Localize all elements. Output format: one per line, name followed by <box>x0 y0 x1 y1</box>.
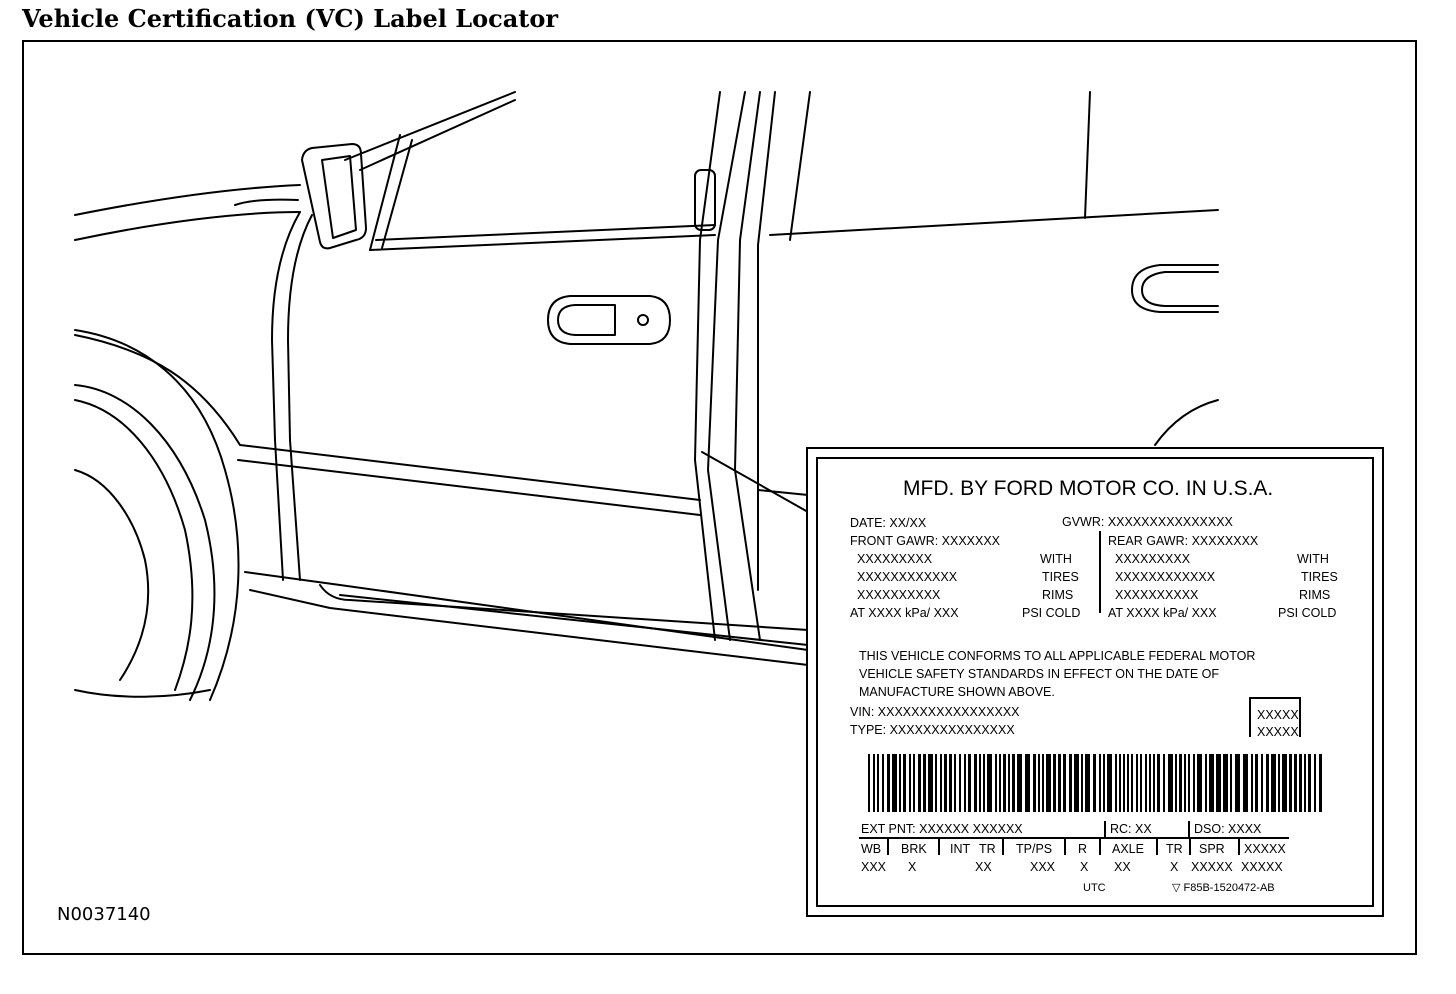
label-val-r: X <box>1080 860 1089 874</box>
barcode-bar <box>1179 754 1182 812</box>
barcode-bar <box>1184 754 1186 812</box>
label-front-tire-1: XXXXXXXXX <box>857 552 933 566</box>
barcode-bar <box>1157 754 1160 812</box>
label-type: TYPE: XXXXXXXXXXXXXXX <box>850 723 1015 737</box>
label-hdr-spr: SPR <box>1199 842 1225 856</box>
barcode-bar <box>1188 754 1190 812</box>
label-hdr-tr2: TR <box>1166 842 1183 856</box>
barcode-bar <box>968 754 971 812</box>
label-box-2: XXXXX <box>1257 725 1299 739</box>
col-divider-8 <box>1238 839 1240 855</box>
barcode-bar <box>1081 754 1083 812</box>
label-conform-1: THIS VEHICLE CONFORMS TO ALL APPLICABLE FEDERAL MOTOR <box>859 649 1256 663</box>
label-rear-tire-2: XXXXXXXXXXXX <box>1115 570 1216 584</box>
front-door-handle-recess <box>558 305 615 335</box>
barcode-bar <box>983 754 985 812</box>
label-conform-2: VEHICLE SAFETY STANDARDS IN EFFECT ON THE DATE OF <box>859 667 1220 681</box>
gawr-divider <box>1099 531 1101 613</box>
a-pillar <box>345 92 515 160</box>
barcode-bar <box>1093 754 1096 812</box>
barcode-bar <box>1243 754 1248 812</box>
wheel-arch <box>75 330 239 700</box>
barcode-bar <box>1058 754 1061 812</box>
b-pillar-edge <box>758 92 775 590</box>
col-divider-7 <box>1189 839 1191 855</box>
front-door-front-edge-2 <box>288 215 312 580</box>
barcode-bar <box>909 754 911 812</box>
barcode-bar <box>1145 754 1147 812</box>
barcode-bar <box>1216 754 1221 812</box>
barcode-bar <box>954 754 956 812</box>
barcode-bar <box>1140 754 1142 812</box>
label-dso: DSO: XXXX <box>1194 822 1262 836</box>
barcode-bar <box>923 754 926 812</box>
barcode-bar <box>1251 754 1253 812</box>
barcode-bar <box>1289 754 1292 812</box>
label-val-spr: XXXXX <box>1191 860 1233 874</box>
label-hdr-brk: BRK <box>901 842 927 856</box>
barcode-bar <box>1025 754 1030 812</box>
barcode-bar <box>873 754 875 812</box>
vc-label-border <box>816 457 1374 907</box>
window-frame-front <box>370 135 400 250</box>
label-hdr-xxxxx: XXXXX <box>1244 842 1286 856</box>
barcode-bar <box>1209 754 1214 812</box>
figure-id: N0037140 <box>57 904 151 925</box>
tire-inner <box>75 400 192 690</box>
barcode-bar <box>1193 754 1195 812</box>
label-rear-tire-3: XXXXXXXXXX <box>1115 588 1199 602</box>
barcode-bar <box>899 754 901 812</box>
barcode-bar <box>1123 754 1125 812</box>
barcode-bar <box>1115 754 1117 812</box>
barcode-bar <box>1175 754 1177 812</box>
b-pillar-mid <box>708 92 745 640</box>
barcode-bar <box>1230 754 1232 812</box>
barcode-bar <box>1235 754 1240 812</box>
col-divider-4 <box>1064 839 1066 855</box>
window-frame-front-2 <box>382 140 412 248</box>
barcode-bar <box>1299 754 1302 812</box>
barcode-bar <box>1069 754 1072 812</box>
col-divider-3 <box>1002 839 1004 855</box>
barcode-bar <box>964 754 966 812</box>
barcode-bar <box>1131 754 1133 812</box>
barcode-bar <box>1261 754 1263 812</box>
label-val-tpps: XXX <box>1030 860 1056 874</box>
barcode-bar <box>974 754 977 812</box>
col-divider-6 <box>1156 839 1158 855</box>
barcode-bar <box>1266 754 1269 812</box>
label-val-xxxxx: XXXXX <box>1241 860 1283 874</box>
ext-pnt-rule <box>859 837 1289 839</box>
barcode-bar <box>1085 754 1090 812</box>
barcode-bar <box>1255 754 1258 812</box>
label-front-tire-3: XXXXXXXXXX <box>857 588 941 602</box>
barcode-bar <box>903 754 906 812</box>
barcode-bar <box>1103 754 1105 812</box>
barcode-bar <box>944 754 947 812</box>
label-hdr-axle: AXLE <box>1112 842 1144 856</box>
barcode-bar <box>1153 754 1155 812</box>
rear-door-handle-inner <box>1142 272 1218 306</box>
barcode-bar <box>882 754 884 812</box>
dso-divider <box>1188 821 1190 837</box>
barcode-bar <box>1033 754 1036 812</box>
label-val-axle: XX <box>1114 860 1131 874</box>
barcode-bar <box>940 754 942 812</box>
label-front-rims: RIMS <box>1042 588 1074 602</box>
col-divider-2 <box>938 839 940 855</box>
label-heading: MFD. BY FORD MOTOR CO. IN U.S.A. <box>903 477 1274 500</box>
barcode-bar <box>935 754 937 812</box>
barcode-bar <box>1136 754 1138 812</box>
page-title: Vehicle Certification (VC) Label Locator <box>22 4 558 33</box>
label-front-pressure: AT XXXX kPa/ XXX <box>850 606 959 620</box>
barcode-bar <box>1304 754 1306 812</box>
tire-tread <box>75 470 148 680</box>
box-right-rule <box>1299 697 1301 737</box>
label-front-tires: TIRES <box>1042 570 1079 584</box>
barcode-bar <box>1074 754 1079 812</box>
box-top-rule <box>1249 697 1301 699</box>
fender-bottom <box>75 690 210 697</box>
label-front-psi-cold: PSI COLD <box>1022 606 1081 620</box>
barcode-bar <box>868 754 870 812</box>
label-hdr-int: INT <box>950 842 971 856</box>
body-crease <box>75 335 700 500</box>
side-mirror <box>302 144 366 248</box>
label-hdr-wb: WB <box>861 842 882 856</box>
barcode-bar <box>1271 754 1276 812</box>
barcode-bar <box>918 754 921 812</box>
label-rc: RC: XX <box>1110 822 1152 836</box>
rear-window-frame <box>1085 92 1090 218</box>
barcode-bar <box>979 754 981 812</box>
barcode-bar <box>1163 754 1165 812</box>
barcode-bar <box>1008 754 1010 812</box>
label-gvwr: GVWR: XXXXXXXXXXXXXXX <box>1062 515 1233 529</box>
barcode-bar <box>987 754 992 812</box>
key-cylinder <box>638 315 648 325</box>
barcode-bar <box>1278 754 1280 812</box>
label-front-with: WITH <box>1040 552 1072 566</box>
tire-outer <box>75 385 214 700</box>
barcode-bar <box>995 754 997 812</box>
barcode-bar <box>1127 754 1129 812</box>
barcode-bar <box>1294 754 1297 812</box>
label-val-tr: XX <box>975 860 992 874</box>
barcode-bar <box>1003 754 1006 812</box>
b-pillar-front <box>695 92 720 640</box>
label-rear-pressure: AT XXXX kPa/ XXX <box>1108 606 1217 620</box>
barcode-bar <box>887 754 890 812</box>
barcode-bar <box>928 754 933 812</box>
barcode-bar <box>1042 754 1044 812</box>
barcode-bar <box>1099 754 1101 812</box>
col-divider-1 <box>887 839 889 855</box>
label-part-number: ▽ F85B-1520472-AB <box>1172 882 1275 894</box>
body-crease-2 <box>238 460 700 515</box>
b-pillar-rear <box>735 92 760 640</box>
barcode-bar <box>1205 754 1207 812</box>
barcode-bar <box>1308 754 1311 812</box>
barcode-bar <box>1314 754 1316 812</box>
hood-lower-line <box>75 212 300 240</box>
barcode-bar <box>1012 754 1015 812</box>
barcode-bar <box>892 754 897 812</box>
label-rear-psi-cold: PSI COLD <box>1278 606 1337 620</box>
barcode-bar <box>1063 754 1066 812</box>
body-crease-rear <box>758 490 808 495</box>
label-hdr-tpps: TP/PS <box>1016 842 1053 856</box>
barcode-bar <box>949 754 952 812</box>
label-date: DATE: XX/XX <box>850 516 927 530</box>
label-rear-gawr: REAR GAWR: XXXXXXXX <box>1108 534 1259 548</box>
leader-line <box>702 452 808 512</box>
label-rear-rims: RIMS <box>1299 588 1331 602</box>
barcode-bar <box>1107 754 1112 812</box>
front-door-handle <box>548 296 670 344</box>
label-utc: UTC <box>1083 882 1106 894</box>
vin-barcode <box>868 754 1326 812</box>
a-pillar-inner <box>360 100 515 170</box>
barcode-bar <box>1017 754 1022 812</box>
side-mirror-inner <box>322 156 356 238</box>
barcode-bar <box>877 754 879 812</box>
barcode-bar <box>1282 754 1287 812</box>
barcode-bar <box>913 754 915 812</box>
label-rear-tires: TIRES <box>1301 570 1338 584</box>
barcode-bar <box>1119 754 1121 812</box>
rear-body-curve <box>1155 400 1218 445</box>
barcode-bar <box>999 754 1001 812</box>
col-divider-5 <box>1099 839 1101 855</box>
barcode-bar <box>1046 754 1051 812</box>
label-front-gawr: FRONT GAWR: XXXXXXX <box>850 534 1001 548</box>
label-vin: VIN: XXXXXXXXXXXXXXXXX <box>850 705 1020 719</box>
barcode-bar <box>1197 754 1202 812</box>
barcode-bar <box>1168 754 1173 812</box>
label-hdr-r: R <box>1078 842 1088 856</box>
label-val-brk: X <box>908 860 917 874</box>
box-left-rule <box>1249 697 1251 737</box>
barcode-bar <box>959 754 961 812</box>
barcode-bar <box>1223 754 1228 812</box>
label-rear-with: WITH <box>1297 552 1329 566</box>
barcode-bar <box>1053 754 1056 812</box>
label-front-tire-2: XXXXXXXXXXXX <box>857 570 958 584</box>
rear-window-line <box>790 92 810 240</box>
barcode-bar <box>1319 754 1322 812</box>
fender-crease <box>235 200 298 205</box>
barcode-bar <box>1038 754 1040 812</box>
label-box-1: XXXXX <box>1257 708 1299 722</box>
label-val-tr2: X <box>1170 860 1179 874</box>
rear-window-sill <box>770 210 1218 235</box>
label-hdr-tr: TR <box>979 842 996 856</box>
rc-divider <box>1104 821 1106 837</box>
label-ext-pnt: EXT PNT: XXXXXX XXXXXX <box>861 822 1023 836</box>
label-val-wb: XXX <box>861 860 887 874</box>
vc-label <box>806 447 1384 917</box>
label-conform-3: MANUFACTURE SHOWN ABOVE. <box>859 685 1055 699</box>
label-rear-tire-1: XXXXXXXXX <box>1115 552 1191 566</box>
barcode-bar <box>1149 754 1151 812</box>
